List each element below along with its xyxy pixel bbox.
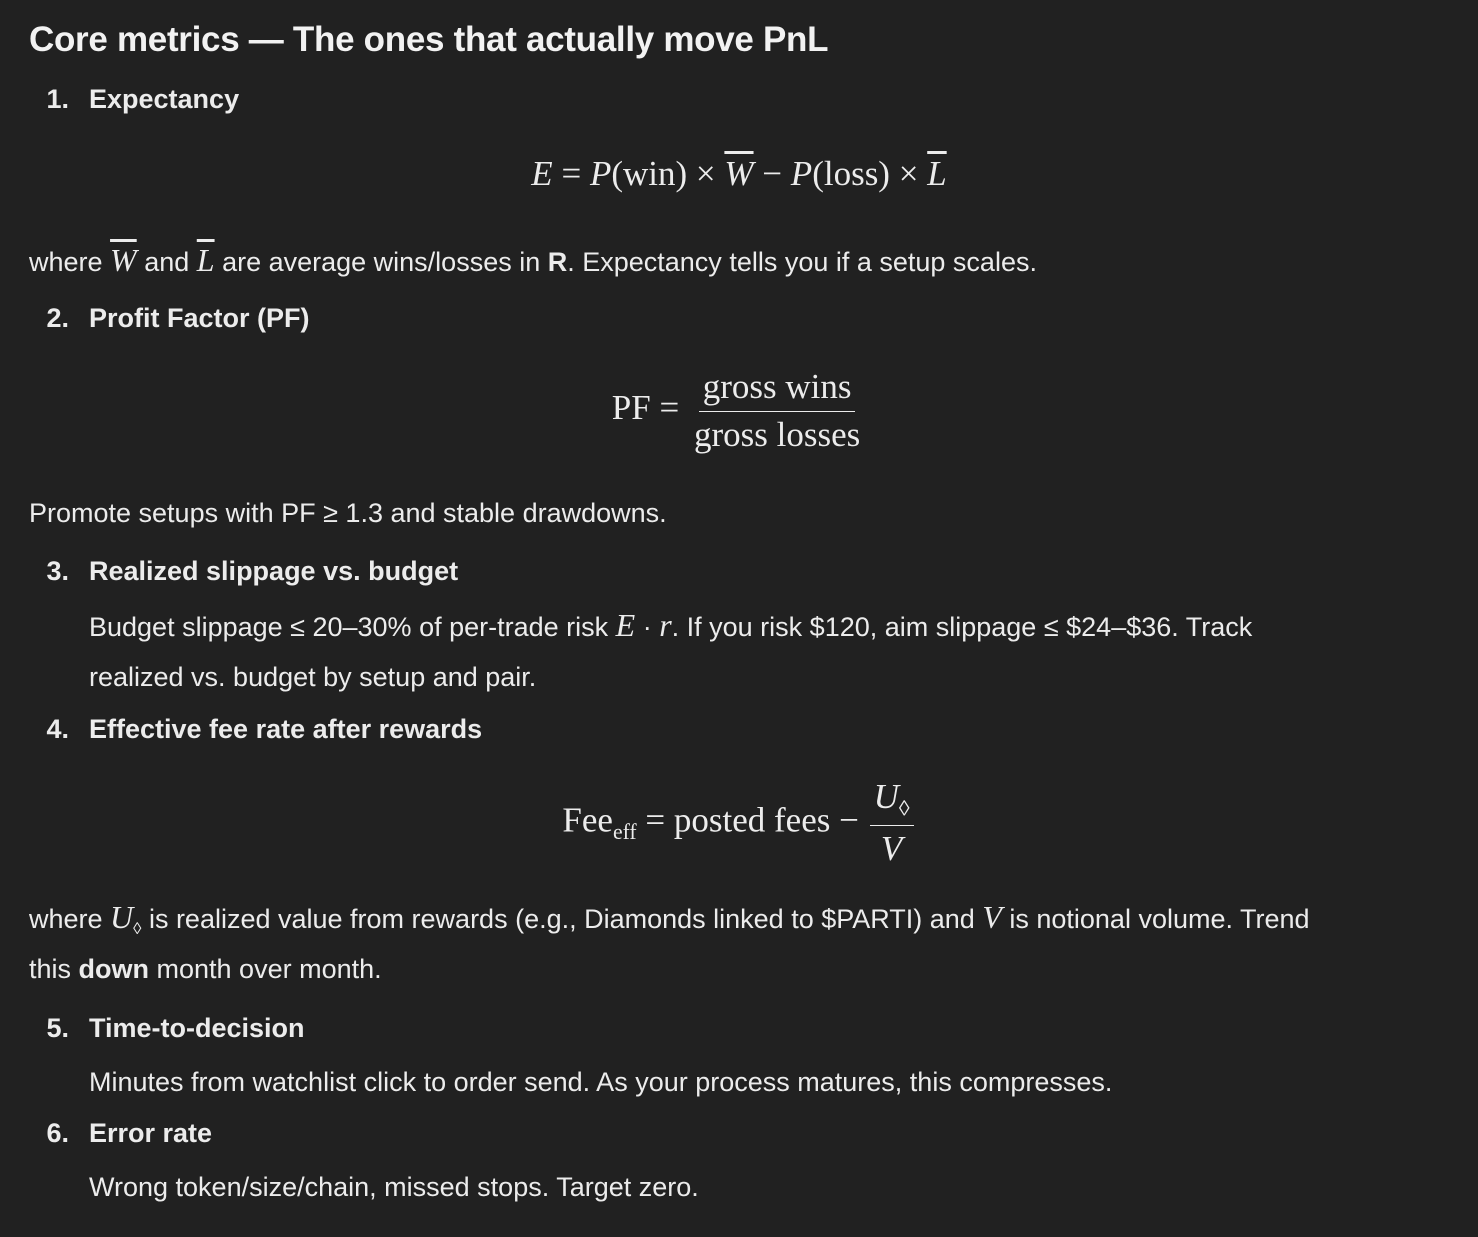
list-item-title: Effective fee rate after rewards: [89, 714, 483, 744]
paragraph: Promote setups with PF ≥ 1.3 and stable drawdowns.: [29, 498, 667, 528]
paragraph: Minutes from watchlist click to order send. As your process matures, this compresses.: [89, 1067, 1113, 1097]
paragraph: Budget slippage ≤ 20–30% of per-trade risk E · r. If you risk $120, aim slippage ≤ $24–$36. Track: [89, 607, 1253, 643]
profit-factor-equation: PF = $\frac{\text{gross wins}}{\text{gross losses}}$: [611, 367, 861, 454]
paragraph: this down month over month.: [29, 954, 382, 984]
list-item-title: Profit Factor (PF): [89, 303, 310, 333]
list-item-title: Error rate: [89, 1118, 213, 1148]
list-item-title: Time-to-decision: [89, 1013, 305, 1043]
paragraph: where $\overline{W}$ and $\overline{L}$ are average wins/losses in R. Expectancy tells you if a setup scales.: [29, 242, 1037, 278]
page-title: Core metrics — The ones that actually move PnL: [29, 20, 829, 59]
paragraph: where $U_◊$ is realized value from rewards (e.g., Diamonds linked to $PARTI) and V is notional volume. Trend: [29, 899, 1310, 938]
list-number: 5.: [46, 1013, 69, 1043]
list-number: 1.: [46, 84, 69, 114]
list-number: 3.: [46, 556, 69, 586]
list-item-title: Expectancy: [89, 84, 240, 114]
paragraph: realized vs. budget by setup and pair.: [89, 662, 537, 692]
paragraph: Wrong token/size/chain, missed stops. Target zero.: [89, 1172, 699, 1202]
list-item-title: Realized slippage vs. budget: [89, 556, 459, 586]
list-number: 6.: [46, 1118, 69, 1148]
fee-rate-equation: Fee$_{eff}$ = posted fees − $\frac{U_◊}{V}$: [0, 778, 1478, 869]
expectancy-equation: $E = P(win) \times \overline{W}$ − P(loss) × $\overline{L}$: [531, 154, 947, 193]
list-number: 2.: [46, 303, 69, 333]
list-number: 4.: [46, 714, 69, 744]
